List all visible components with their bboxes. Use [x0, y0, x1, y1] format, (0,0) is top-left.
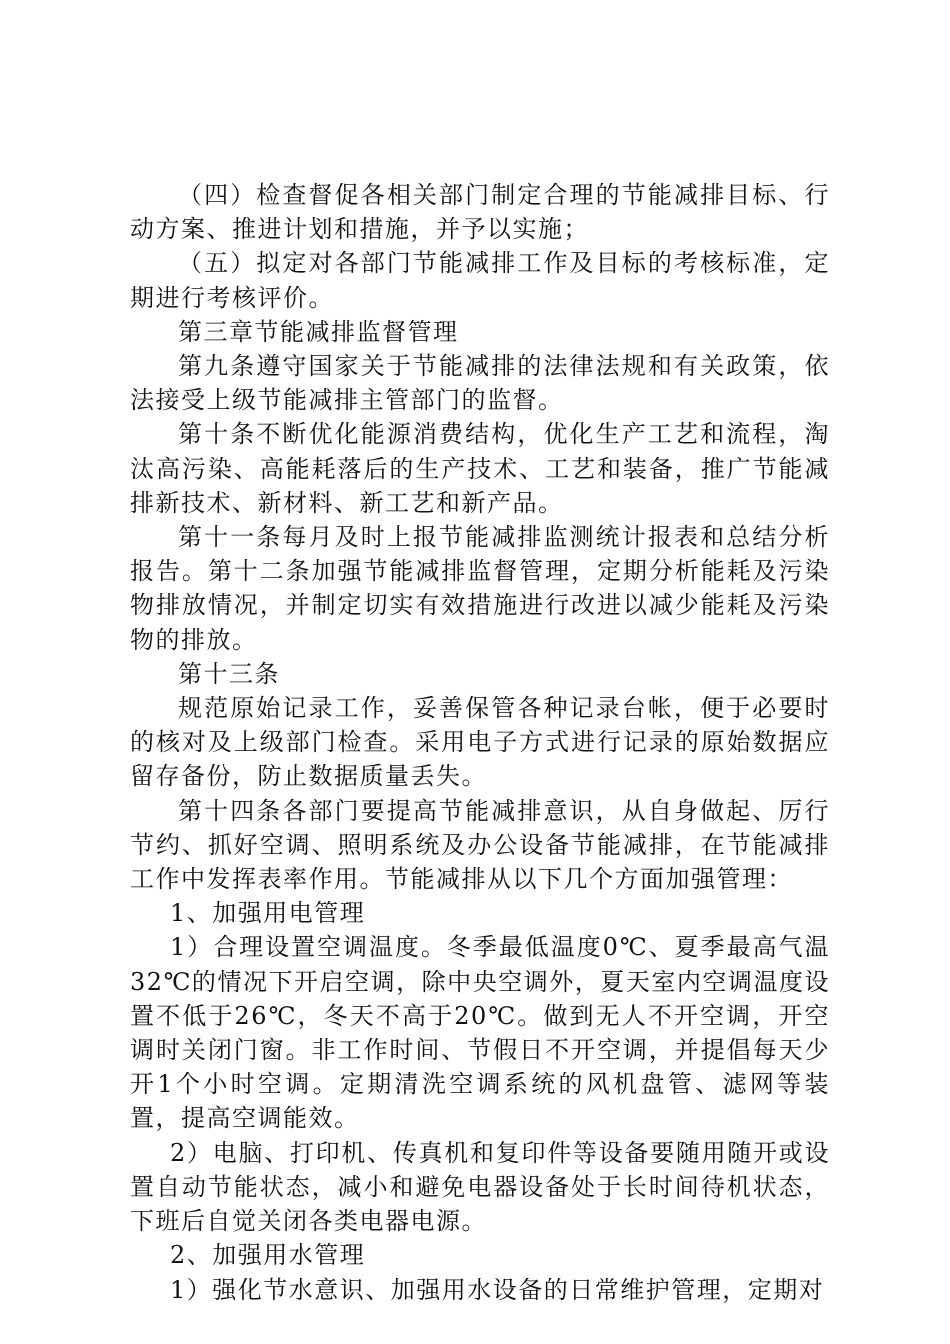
electricity-item-2: 2）电脑、打印机、传真机和复印件等设备要随用随开或设置自动节能状态，减小和避免电器设备处于长时间待机状态，下班后自觉关闭各类电器电源。 [130, 1138, 830, 1236]
section-electricity-heading: 1、加强用电管理 [170, 899, 366, 928]
article-14: 第十四条各部门要提高节能减排意识，从自身做起、厉行节约、抓好空调、照明系统及办公设备节能减排，在节能减排工作中发挥表率作用。节能减排从以下几个方面加强管理： [130, 796, 830, 894]
paragraph-item-4: （四）检查督促各相关部门制定合理的节能减排目标、行动方案、推进计划和措施，并予以实施； [130, 181, 830, 244]
article-9: 第九条遵守国家关于节能减排的法律法规和有关政策，依法接受上级节能减排主管部门的监督。 [130, 352, 830, 415]
water-item-1: 1）强化节水意识、加强用水设备的日常维护管理，定期对 [170, 1275, 825, 1304]
document-body [130, 178, 830, 1307]
article-10: 第十条不断优化能源消费结构，优化生产工艺和流程，淘汰高污染、高能耗落后的生产技术、工艺和装备，推广节能减排新技术、新材料、新工艺和新产品。 [130, 420, 830, 517]
electricity-item-1: 1）合理设置空调温度。冬季最低温度0℃、夏季最高气温32℃的情况下开启空调，除中央空调外，夏天室内空调温度设置不低于26℃，冬天不高于20℃。做到无人不开空调，开空调时关闭门窗。非工作时间、节假日不开空调，并提倡每天少开1个小时空调。定期清洗空调系统的风机盘管、滤网等装置，提高空调能效。 [130, 933, 830, 1133]
chapter-heading: 第三章节能减排监督管理 [178, 317, 459, 346]
article-13-body: 规范原始记录工作，妥善保管各种记录台帐，便于必要时的核对及上级部门检查。采用电子方式进行记录的原始数据应留存备份，防止数据质量丢失。 [130, 694, 830, 791]
section-water-heading: 2、加强用水管理 [170, 1241, 366, 1270]
article-13-heading: 第十三条 [178, 659, 280, 688]
paragraph-item-5: （五）拟定对各部门节能减排工作及目标的考核标准，定期进行考核评价。 [130, 249, 830, 312]
article-11-12: 第十一条每月及时上报节能减排监测统计报表和总结分析报告。第十二条加强节能减排监督管理，定期分析能耗及污染物排放情况，并制定切实有效措施进行改进以减少能耗及污染物的排放。 [130, 523, 830, 654]
